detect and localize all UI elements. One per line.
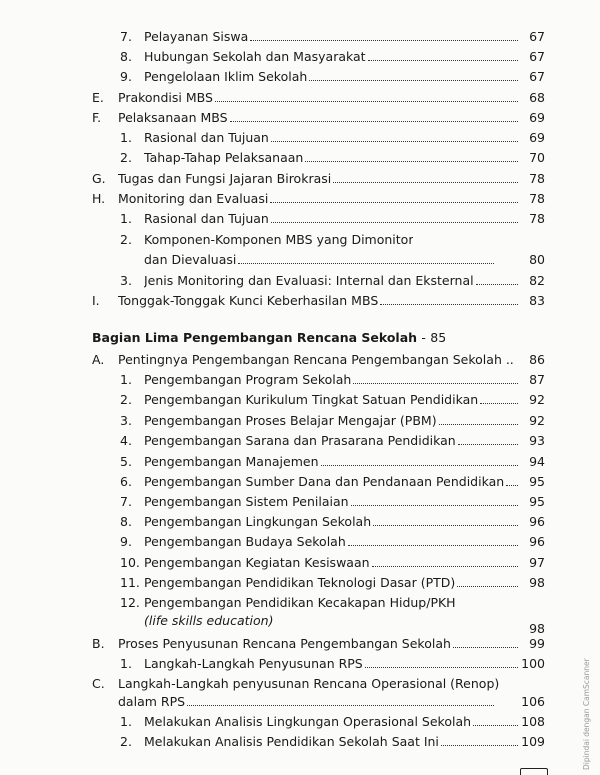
page-number: 78 [529,191,545,206]
page-number: 87 [529,372,545,387]
entry-title: Langkah-Langkah penyusunan Rencana Operasional (Renop) [118,676,500,691]
dot-leader [348,535,518,546]
entry-title: Hubungan Sekolah dan Masyarakat [144,49,366,64]
toc-entry [120,492,545,511]
entry-title: Komponen-Komponen MBS yang Dimonitor [144,232,414,247]
toc-entry [120,553,545,572]
entry-number: 4. [120,433,132,448]
toc-entry [120,512,545,531]
entry-number: 9. [120,534,132,549]
entry-title-continued: dalam RPS [118,694,186,709]
scanner-watermark: Dipindai dengan CamScanner [582,658,591,770]
entry-title: Pengembangan Sarana dan Prasarana Pendidikan [144,433,456,448]
entry-number: 1. [120,130,132,145]
page-number: 96 [529,534,545,549]
entry-number: 2. [120,734,132,749]
section-heading [92,328,446,347]
toc-entry [120,271,545,290]
toc-entry [120,452,545,471]
dot-leader [321,455,519,466]
page-number: 95 [529,474,545,489]
toc-entry [92,189,545,208]
dot-leader [238,253,494,264]
entry-number: 7. [120,29,132,44]
page-number: 95 [529,494,545,509]
entry-title: Jenis Monitoring dan Evaluasi: Internal dan Eksternal [144,273,474,288]
toc-entry [120,654,545,673]
entry-title: Rasional dan Tujuan [144,130,269,145]
page-number: 70 [529,150,545,165]
entry-letter: I. [92,293,100,308]
page-number: 78 [529,211,545,226]
entry-title: Pentingnya Pengembangan Rencana Pengembangan Sekolah .. [118,352,514,367]
entry-letter: H. [92,191,106,206]
toc-entry [92,169,545,188]
dot-leader [270,192,518,203]
entry-number: 5. [120,454,132,469]
page-number: 106 [521,694,545,709]
toc-entry [120,593,545,612]
toc-entry [120,472,545,491]
section-title: Bagian Lima Pengembangan Rencana Sekolah [92,330,418,345]
page-number: 109 [521,734,545,749]
entry-title-continued: dan Dievaluasi [144,252,237,267]
dot-leader [215,91,518,102]
toc-entry [120,148,545,167]
entry-title: Pengembangan Kegiatan Kesiswaan [144,555,370,570]
page-number: 98 [529,575,545,590]
dot-leader [333,172,518,183]
entry-title: Melakukan Analisis Pendidikan Sekolah Saat Ini [144,734,439,749]
toc-entry [120,209,545,228]
entry-title: Pengembangan Sumber Dana dan Pendanaan Pendidikan [144,474,505,489]
dot-leader [365,657,518,668]
entry-number: 1. [120,656,132,671]
toc-entry [92,108,545,127]
entry-number: 9. [120,69,132,84]
toc-entry [92,634,545,653]
entry-title: Pelaksanaan MBS [118,110,228,125]
entry-number: 6. [120,474,132,489]
toc-entry [92,350,545,369]
toc-entry [92,88,545,107]
toc-entry [120,390,545,409]
dot-leader [250,30,518,41]
toc-entry [120,732,545,751]
page-number: 80 [529,252,545,267]
entry-title: Pengembangan Pendidikan Teknologi Dasar (PTD) [144,575,456,590]
entry-title: Pengembangan Budaya Sekolah [144,534,346,549]
toc-entry [120,128,545,147]
page-number: 78 [529,171,545,186]
entry-letter: G. [92,171,106,186]
page-tab-mark [520,768,548,775]
toc-entry-continuation [144,611,545,636]
entry-number: 3. [120,413,132,428]
entry-letter: A. [92,352,105,367]
dot-leader [351,495,518,506]
page-number: 86 [529,352,545,367]
page-number: 108 [521,714,545,729]
page-number: 100 [521,656,545,671]
entry-letter: C. [92,676,105,691]
page-number: 82 [529,273,545,288]
entry-title-continued: (life skills education) [144,613,274,628]
dot-leader [271,212,518,223]
entry-number: 7. [120,494,132,509]
toc-entry [120,47,545,66]
entry-number: 1. [120,714,132,729]
page-number: 99 [529,636,545,651]
page-number: 69 [529,110,545,125]
dot-leader [353,373,518,384]
toc-entry [120,431,545,450]
dot-leader [380,294,518,305]
page-number: 92 [529,413,545,428]
entry-letter: B. [92,636,105,651]
toc-entry [120,712,545,731]
entry-title: Melakukan Analisis Lingkungan Operasional Sekolah [144,714,472,729]
entry-title: Pengelolaan Iklim Sekolah [144,69,308,84]
page-number: 96 [529,514,545,529]
entry-title: Pengembangan Sistem Penilaian [144,494,349,509]
toc-entry [120,230,545,249]
page-number: 69 [529,130,545,145]
dot-leader [368,50,518,61]
entry-number: 8. [120,49,132,64]
toc-entry [92,674,545,693]
section-separator: - [421,330,426,345]
entry-number: 1. [120,372,132,387]
entry-title: Langkah-Langkah Penyusunan RPS [144,656,363,671]
dot-leader [309,70,518,81]
entry-title: Proses Penyusunan Rencana Pengembangan Sekolah [118,636,451,651]
entry-title: Pelayanan Siswa [144,29,249,44]
entry-letter: E. [92,90,104,105]
page-number: 83 [529,293,545,308]
entry-title: Monitoring dan Evaluasi [118,191,269,206]
entry-title: Tugas dan Fungsi Jajaran Birokrasi [118,171,332,186]
entry-number: 1. [120,211,132,226]
entry-title: Rasional dan Tujuan [144,211,269,226]
entry-number: 3. [120,273,132,288]
entry-title: Pengembangan Pendidikan Kecakapan Hidup/PKH [144,595,456,610]
entry-number: 11. [120,575,140,590]
entry-number: 8. [120,514,132,529]
entry-title: Pengembangan Lingkungan Sekolah [144,514,372,529]
toc-entry [120,411,545,430]
entry-title: Pengembangan Manajemen [144,454,319,469]
toc-entry [120,370,545,389]
entry-title: Prakondisi MBS [118,90,213,105]
page-number: 67 [529,49,545,64]
toc-entry [120,67,545,86]
page-number: 94 [529,454,545,469]
dot-leader [372,556,518,567]
toc-entry [120,573,545,592]
entry-number: 2. [120,150,132,165]
entry-title: Tonggak-Tonggak Kunci Keberhasilan MBS [118,293,379,308]
entry-title: Pengembangan Kurikulum Tingkat Satuan Pendidikan [144,392,479,407]
entry-title: Pengembangan Program Sekolah [144,372,352,387]
page-number: 67 [529,29,545,44]
entry-number: 2. [120,392,132,407]
entry-number: 12. [120,595,140,610]
toc-entry-continuation [118,692,545,711]
entry-number: 2. [120,232,132,247]
section-page-number: 85 [430,330,447,345]
dot-leader [271,131,518,142]
toc-entry-continuation [144,250,545,269]
toc-entry [120,27,545,46]
entry-title: Tahap-Tahap Pelaksanaan [144,150,304,165]
dot-leader [187,695,494,706]
entry-letter: F. [92,110,102,125]
dot-leader [373,515,518,526]
page-number: 93 [529,433,545,448]
entry-number: 10. [120,555,140,570]
page-number: 68 [529,90,545,105]
page-number: 97 [529,555,545,570]
page-number: 98 [529,621,545,636]
dot-leader [230,111,518,122]
page-number: 67 [529,69,545,84]
page-number: 92 [529,392,545,407]
toc-entry [92,291,545,310]
dot-leader [305,151,518,162]
toc-entry [120,532,545,551]
entry-title: Pengembangan Proses Belajar Mengajar (PBM) [144,413,437,428]
